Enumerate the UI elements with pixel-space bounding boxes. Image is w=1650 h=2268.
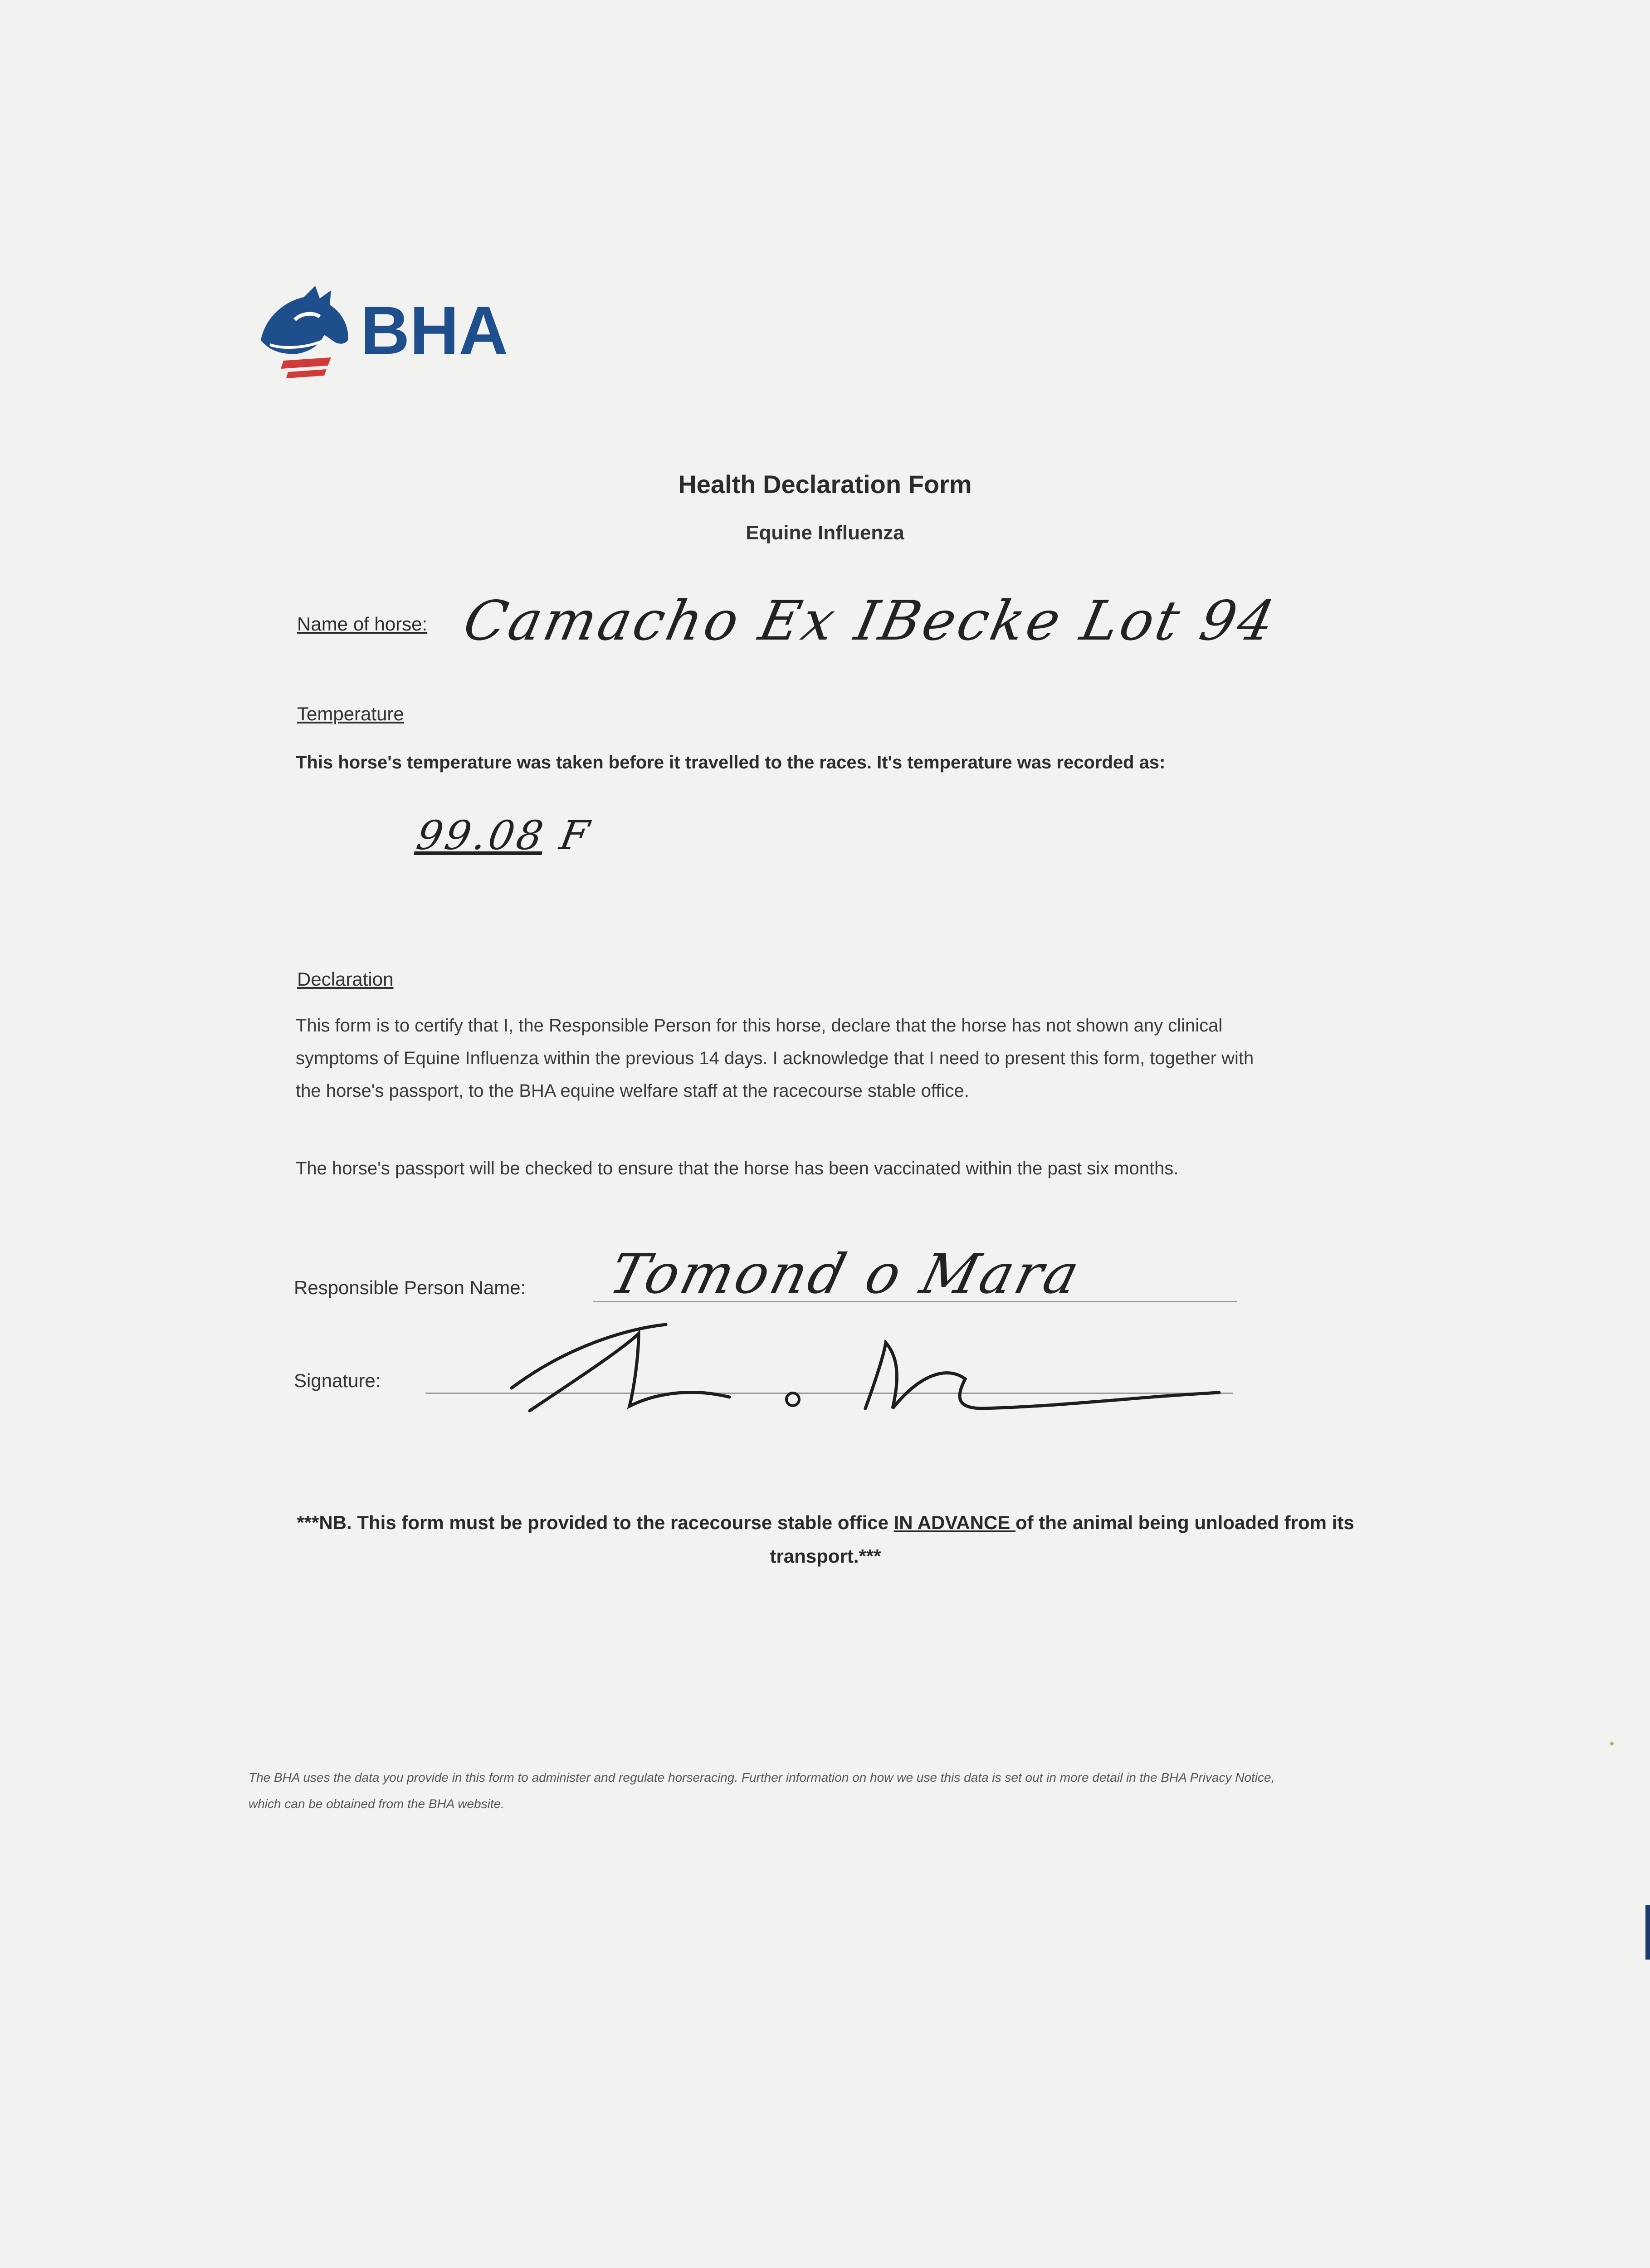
scan-speck [1610,1742,1614,1745]
declaration-heading: Declaration [297,968,394,990]
temperature-unit: F [556,812,596,859]
temperature-heading: Temperature [297,703,404,724]
bha-logo [252,277,533,381]
horse-name-row [297,590,1283,667]
signature-row [294,1329,1246,1420]
responsible-person-label: Responsible Person Name: [294,1277,526,1298]
svg-text:BHA: BHA [361,292,508,368]
form-title: Health Declaration Form [678,470,972,499]
privacy-footer: The BHA uses the data you provide in this form to administer and regulate horseracing. Further information on how we use this data is set out in more detail in the BHA Privacy Notice, which can be obtained from the BHA website. [249,1770,1275,1811]
declaration-paragraph-2: The horse's passport will be checked to ensure that the horse has been vaccinated within the past six months. [296,1158,1179,1178]
signature-label: Signature: [294,1370,381,1391]
advance-notice-suffix: of the animal being unloaded from its transport.*** [770,1512,1354,1567]
advance-notice-prefix: ***NB. This form must be provided to the racecourse stable office [297,1512,894,1533]
scan-edge-mark [1645,1905,1650,1960]
horse-name-label: Name of horse: [297,613,428,635]
advance-notice-emphasis: IN ADVANCE [893,1512,1015,1533]
horse-name-value: Camacho Ex IBecke Lot 94 [458,590,1283,653]
responsible-person-value: Tomond o Mara [603,1243,1088,1306]
advance-notice [254,1506,1397,1573]
temperature-value [413,812,595,859]
horse-head-icon [252,277,533,381]
temperature-number: 99.08 [413,812,550,859]
temperature-text: This horse's temperature was taken before it travelled to the races. It's temperature was recorded as: [296,753,1166,772]
form-subtitle: Equine Influenza [746,522,904,544]
signature-mark [475,1320,1246,1420]
declaration-paragraph-1: This form is to certify that I, the Responsible Person for this horse, declare that the horse has not shown any clinical symptoms of Equine Influenza within the previous 14 days. I acknowledge that I need to present this form, together with the horse's passport, to the BHA equine welfare staff at the racecourse stable office. [296,1016,1254,1101]
responsible-person-row [294,1225,1246,1315]
